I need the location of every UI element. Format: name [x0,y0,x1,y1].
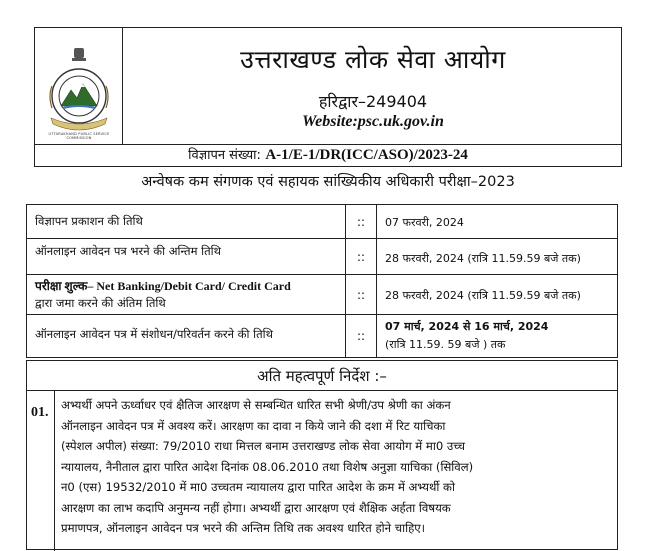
instruction-number: 01. [27,391,55,551]
date-row-value: 07 फरवरी, 2024 [385,216,464,229]
org-name: उत्तराखण्ड लोक सेवा आयोग [240,45,506,74]
instruction-line: (स्पेशल अपील) संख्या: 79/2010 राधा मित्तल बनाम उत्तराखण्ड लोक सेवा आयोग में मा0 उच्च [61,439,465,453]
date-row [27,205,617,239]
commission-emblem-icon [45,46,113,138]
date-row-separator: :: [345,315,377,357]
exam-title: अन्वेषक कम संगणक एवं सहायक सांख्यिकीय अधिकारी परीक्षा–2023 [141,174,515,190]
date-row [27,315,617,357]
fee-label: परीक्षा शुल्क– Net Banking/Debit Card/ Credit Card [35,279,291,293]
date-row-label: विज्ञापन प्रकाशन की तिथि [35,214,143,228]
instruction-line: ऑनलाइन आवेदन पत्र में अवश्य करें। आरक्षण का दावा न किये जाने की दशा में रिट याचिका [61,418,446,433]
date-row-label: द्वारा जमा करने की अंतिम तिथि [35,296,166,310]
date-row-value-note: (रात्रि 11.59. 59 बजे ) तक [385,338,506,351]
date-row-label: ऑनलाइन आवेदन पत्र में संशोधन/परिवर्तन करने की तिथि [35,327,273,341]
instruction-line: न्यायालय, नैनीताल द्वारा पारित आदेश दिनांक 08.06.2010 तथा विशेष अनुज्ञा याचिका (सिविल) [61,459,474,474]
date-row [27,239,617,275]
date-row-value: 07 मार्च, 2024 से 16 मार्च, 2024 [385,320,549,333]
logo-cell [35,28,123,144]
instructions-box [26,360,618,550]
instruction-line: न0 (एस) 19532/2010 में मा0 उच्चतम न्यायालय द्वारा पारित आदेश के क्रम में अभ्यर्थी को [61,480,455,494]
date-row-separator: :: [345,205,377,238]
instruction-text [61,395,613,539]
date-row-value: 28 फरवरी, 2024 (रात्रि 11.59.59 बजे तक) [385,252,581,265]
instruction-line: आरक्षण का लाभ कदापि अनुमन्य नहीं होगा। अभ्यर्थी द्वारा आरक्षण एवं शैक्षिक अर्हता विषयक [61,500,451,515]
advertisement-number: A-1/E-1/DR(ICC/ASO)/2023-24 [265,147,468,163]
instruction-line: अभ्यर्थी अपने ऊर्ध्वाधर एवं क्षैतिज आरक्षण से सम्बन्धित धारित सभी श्रेणी/उप श्रेणी का अंकन [61,398,451,412]
instructions-title: अति महत्वपूर्ण निर्देश :– [27,361,617,391]
important-dates-table [26,204,618,358]
org-address: हरिद्वार–249404 [318,92,428,111]
date-row [27,275,617,315]
header-box [34,27,622,145]
instruction-line: प्रमाणपत्र, ऑनलाइन आवेदन पत्र भरने की अन्तिम तिथि तक अवश्य धारित होने चाहिए। [61,521,426,535]
advertisement-label: विज्ञापन संख्या: [188,148,261,163]
logo-caption: UTTARAKHAND PUBLIC SERVICE COMMISSION [48,132,110,140]
date-row-label: ऑनलाइन आवेदन पत्र भरने की अन्तिम तिथि [35,244,221,258]
website-text: Website:psc.uk.gov.in [302,113,444,130]
date-row-value-block [385,318,615,354]
date-row-separator: :: [345,275,377,314]
date-row-separator: :: [345,239,377,274]
date-row-label-block [35,278,335,312]
advertisement-number-row [34,145,622,167]
date-row-value: 28 फरवरी, 2024 (रात्रि 11.59.59 बजे तक) [385,289,581,302]
